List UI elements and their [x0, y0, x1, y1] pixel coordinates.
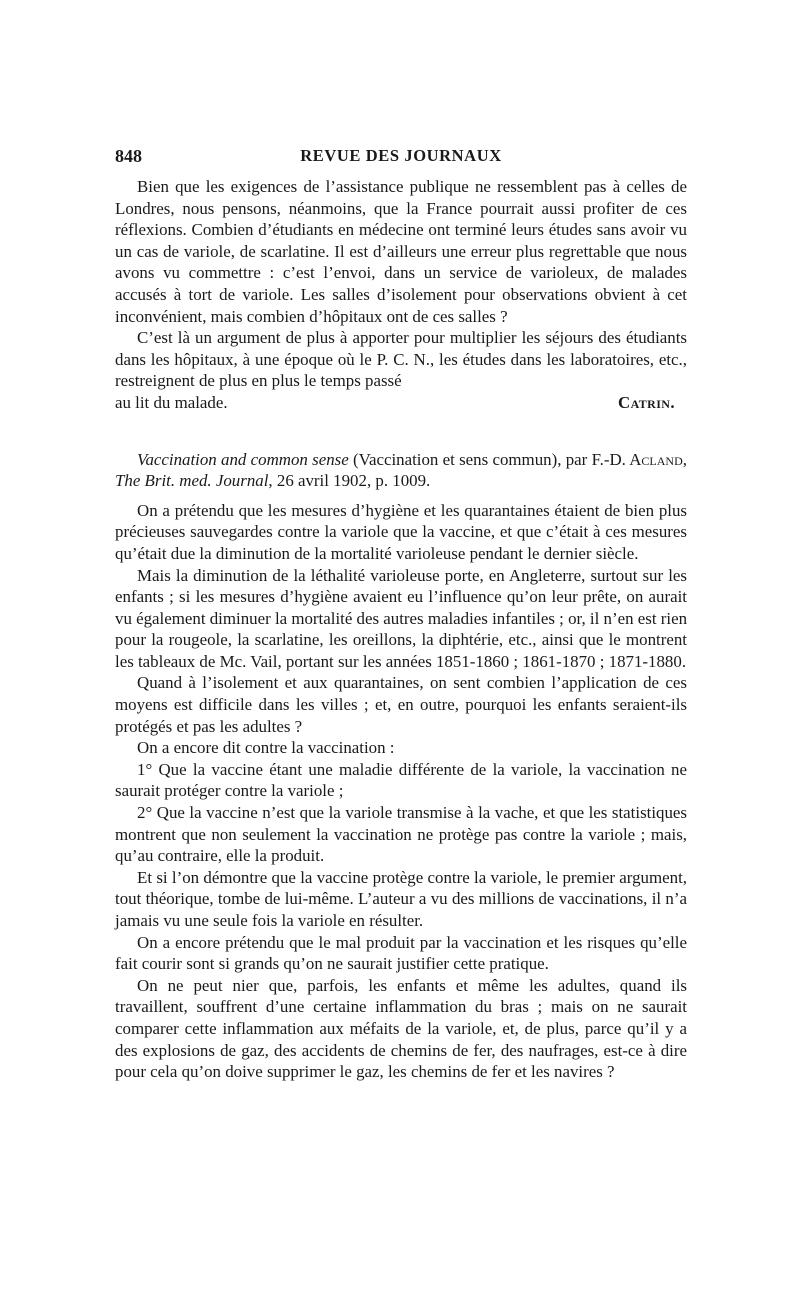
list-item: 2° Que la vaccine n’est que la variole transmise à la vache, et que les statistiques montrent que non seulement la vaccination ne protège pas contre la variole ; mais, qu’au contraire, elle la produit.: [115, 803, 687, 866]
paragraph: C’est là un argument de plus à apporter pour multiplier les séjours des étudiants dans les hôpitaux, à une époque où le P. C. N., les études dans les laboratoires, etc., restreignent de plus en plus le temps passé: [115, 328, 687, 391]
paragraph: Et si l’on démontre que la vaccine protège contre la variole, le premier argument, tout théorique, tombe de lui-même. L’auteur a vu des millions de vaccinations, il n’a jamais vu une seule fois la variole en résulter.: [115, 867, 687, 930]
cite-translation: (Vaccination et sens commun), par: [353, 449, 588, 469]
cite-date-page: 26 avril 1902, p. 1009.: [276, 471, 431, 491]
closing-text: au lit du malade.: [115, 392, 228, 412]
body-text: [115, 176, 687, 1083]
article-citation: [115, 449, 687, 492]
paragraph: Bien que les exigences de l’assistance publique ne ressemblent pas à celles de Londres, nous pensons, néanmoins, que la France pourrait aussi profiter de ces réflexions. Combien d’étudiants en médecine ont terminé leurs études sans avoir vu un cas de variole, de scarlatine. Il est d’ailleurs une erreur plus regrettable que nous avons vu commettre : c’est l’envoi, dans un service de varioleux, de malades accusés à tort de variole. Les salles d’isolement pour observations obvient à cet inconvénient, mais combien d’hôpitaux ont de ces salles ?: [115, 177, 687, 326]
paragraph: On a encore prétendu que le mal produit par la vaccination et les risques qu’elle fait courir sont si grands qu’on ne saurait justifier cette pratique.: [115, 932, 687, 974]
page-number: 848: [115, 146, 142, 166]
paragraph: On a encore dit contre la vaccination :: [137, 738, 395, 758]
closing-line: [115, 392, 687, 414]
section-gap: [115, 414, 687, 449]
cite-author: F.-D. Acland,: [591, 449, 687, 469]
list-item: 1° Que la vaccine étant une maladie différente de la variole, la vaccination ne saurait protéger contre la variole ;: [115, 759, 687, 801]
paragraph: On a prétendu que les mesures d’hygiène et les quarantaines étaient de bien plus précieuses sauvegardes contre la variole que la vaccine, et que c’était à ces mesures qu’était due la diminution de la mortalité varioleuse pendant le dernier siècle.: [115, 500, 687, 563]
paragraph: Quand à l’isolement et aux quarantaines, on sent combien l’application de ces moyens est difficile dans les villes ; et, en outre, pourquoi les enfants seraient-ils protégés et pas les adultes ?: [115, 673, 687, 736]
page-header: [115, 146, 687, 170]
running-title: REVUE DES JOURNAUX: [300, 146, 502, 165]
paragraph: On ne peut nier que, parfois, les enfants et même les adultes, quand ils travaillent, souffrent d’une certaine inflammation du bras ; mais on ne saurait comparer cette inflammation aux méfaits de la variole, et, de plus, parce qu’il y a des explosions de gaz, des accidents de chemins de fer, des naufrages, est-ce à dire pour cela qu’on doive supprimer le gaz, les chemins de fer et les navires ?: [115, 975, 687, 1082]
cite-title: Vaccination and common sense: [137, 449, 349, 469]
author-signature: Catrin.: [617, 392, 675, 412]
cite-journal: The Brit. med. Journal,: [115, 471, 273, 491]
paragraph: Mais la diminution de la léthalité varioleuse porte, en Angleterre, surtout sur les enfants ; si les mesures d’hygiène avaient eu l’influence qu’on leur prête, on aurait vu également diminuer la mortalité des autres maladies infantiles ; or, il n’en est rien pour la rougeole, la scarlatine, les oreillons, la diphtérie, etc., ainsi que le montrent les tableaux de Mc. Vail, portant sur les années 1851-1860 ; 1861-1870 ; 1871-1880.: [115, 565, 688, 671]
